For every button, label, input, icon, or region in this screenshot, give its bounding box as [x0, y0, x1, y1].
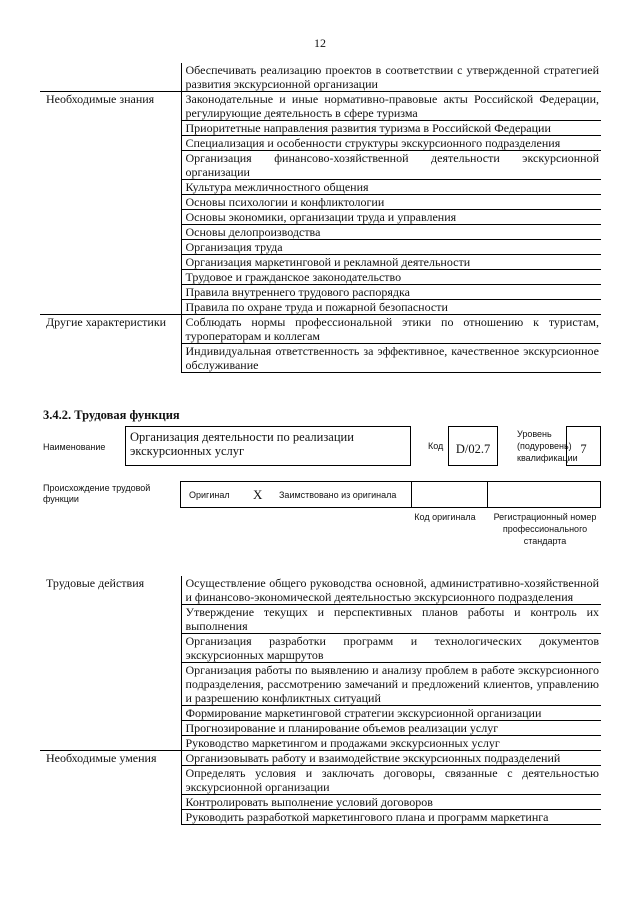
- code-label: Код: [428, 441, 444, 451]
- level-value: 7: [566, 426, 601, 466]
- origin-original-mark: X: [253, 487, 263, 502]
- row-item-text: Организация работы по выявлению и анализу проблем в работе экскурсионного подразделения, рассмотрению замечаний и предложений клиентов, управлению и разрешению конфликтных ситуаций: [181, 663, 601, 706]
- origin-original-label: Оригинал: [189, 490, 230, 500]
- row-item-text: Организация труда: [181, 240, 601, 255]
- table-row: [40, 751, 601, 766]
- row-item-text: Определять условия и заключать договоры, связанные с деятельностью экскурсионной организации: [181, 766, 601, 795]
- origin-code-cell: [411, 482, 488, 507]
- origin-borrowed-label: Заимствовано из оригинала: [279, 490, 397, 500]
- function-name-row: [43, 424, 601, 468]
- row-group-label: Необходимые знания: [40, 92, 181, 315]
- row-item-text: Правила внутреннего трудового распорядка: [181, 285, 601, 300]
- row-item-text: Трудовое и гражданское законодательство: [181, 270, 601, 285]
- row-item-text: Основы психологии и конфликтологии: [181, 195, 601, 210]
- row-item-text: Организовывать работу и взаимодействие экскурсионных подразделений: [181, 751, 601, 766]
- row-item-text: Индивидуальная ответственность за эффективное, качественное экскурсионное обслуживание: [181, 344, 601, 373]
- row-item-text: Руководить разработкой маркетингового плана и программ маркетинга: [181, 810, 601, 825]
- top-table: [40, 63, 601, 373]
- row-item-text: Культура межличностного общения: [181, 180, 601, 195]
- row-item-text: Законодательные и иные нормативно-правовые акты Российской Федерации, регулирующие деятельность в сфере туризма: [181, 92, 601, 121]
- row-item-text: Прогнозирование и планирование объемов реализации услуг: [181, 721, 601, 736]
- row-item-text: Организация маркетинговой и рекламной деятельности: [181, 255, 601, 270]
- row-item-text: Соблюдать нормы профессиональной этики по отношению к туристам, туроператорам и коллегам: [181, 315, 601, 344]
- table-row: [40, 92, 601, 121]
- reg-number-label: Регистрационный номер профессионального стандарта: [493, 512, 597, 546]
- row-item-text: Правила по охране труда и пожарной безопасности: [181, 300, 601, 315]
- row-item-text: Руководство маркетингом и продажами экскурсионных услуг: [181, 736, 601, 751]
- row-item-text: Организация разработки программ и технологических документов экскурсионных маршрутов: [181, 634, 601, 663]
- page-number: 12: [314, 36, 326, 50]
- row-item-text: Осуществление общего руководства основной, административно-хозяйственной и финансово-экономической деятельностью экскурсионного подразделения: [181, 576, 601, 605]
- row-group-label: Трудовые действия: [40, 576, 181, 751]
- origin-box: [180, 481, 601, 508]
- level-label: Уровень (подуровень) квалификации: [517, 429, 578, 463]
- row-group-label: Другие характеристики: [40, 315, 181, 373]
- row-item-text: Организация финансово-хозяйственной деятельности экскурсионной организации: [181, 151, 601, 180]
- table-row: [40, 576, 601, 605]
- table-row: [40, 315, 601, 344]
- section-title: 3.4.2. Трудовая функция: [43, 408, 180, 422]
- row-item-text: Контролировать выполнение условий договоров: [181, 795, 601, 810]
- row-group-label: [40, 63, 181, 92]
- row-item-text: Приоритетные направления развития туризма в Российской Федерации: [181, 121, 601, 136]
- code-value: D/02.7: [448, 426, 498, 466]
- bottom-table: [40, 576, 601, 825]
- origin-label: Происхождение трудовой функции: [43, 483, 151, 504]
- row-item-text: Утверждение текущих и перспективных планов работы и контроль их выполнения: [181, 605, 601, 634]
- row-item-text: Обеспечивать реализацию проектов в соответствии с утвержденной стратегией развития экскурсионной организации: [181, 63, 601, 92]
- name-label: Наименование: [43, 442, 106, 452]
- row-item-text: Основы экономики, организации труда и управления: [181, 210, 601, 225]
- table-row: [40, 63, 601, 92]
- origin-options-cell: [181, 482, 412, 507]
- row-group-label: Необходимые умения: [40, 751, 181, 825]
- row-item-text: Основы делопроизводства: [181, 225, 601, 240]
- row-item-text: Формирование маркетинговой стратегии экскурсионной организации: [181, 706, 601, 721]
- origin-code-label: Код оригинала: [414, 512, 476, 522]
- row-item-text: Специализация и особенности структуры экскурсионного подразделения: [181, 136, 601, 151]
- name-value: Организация деятельности по реализации экскурсионных услуг: [125, 426, 411, 466]
